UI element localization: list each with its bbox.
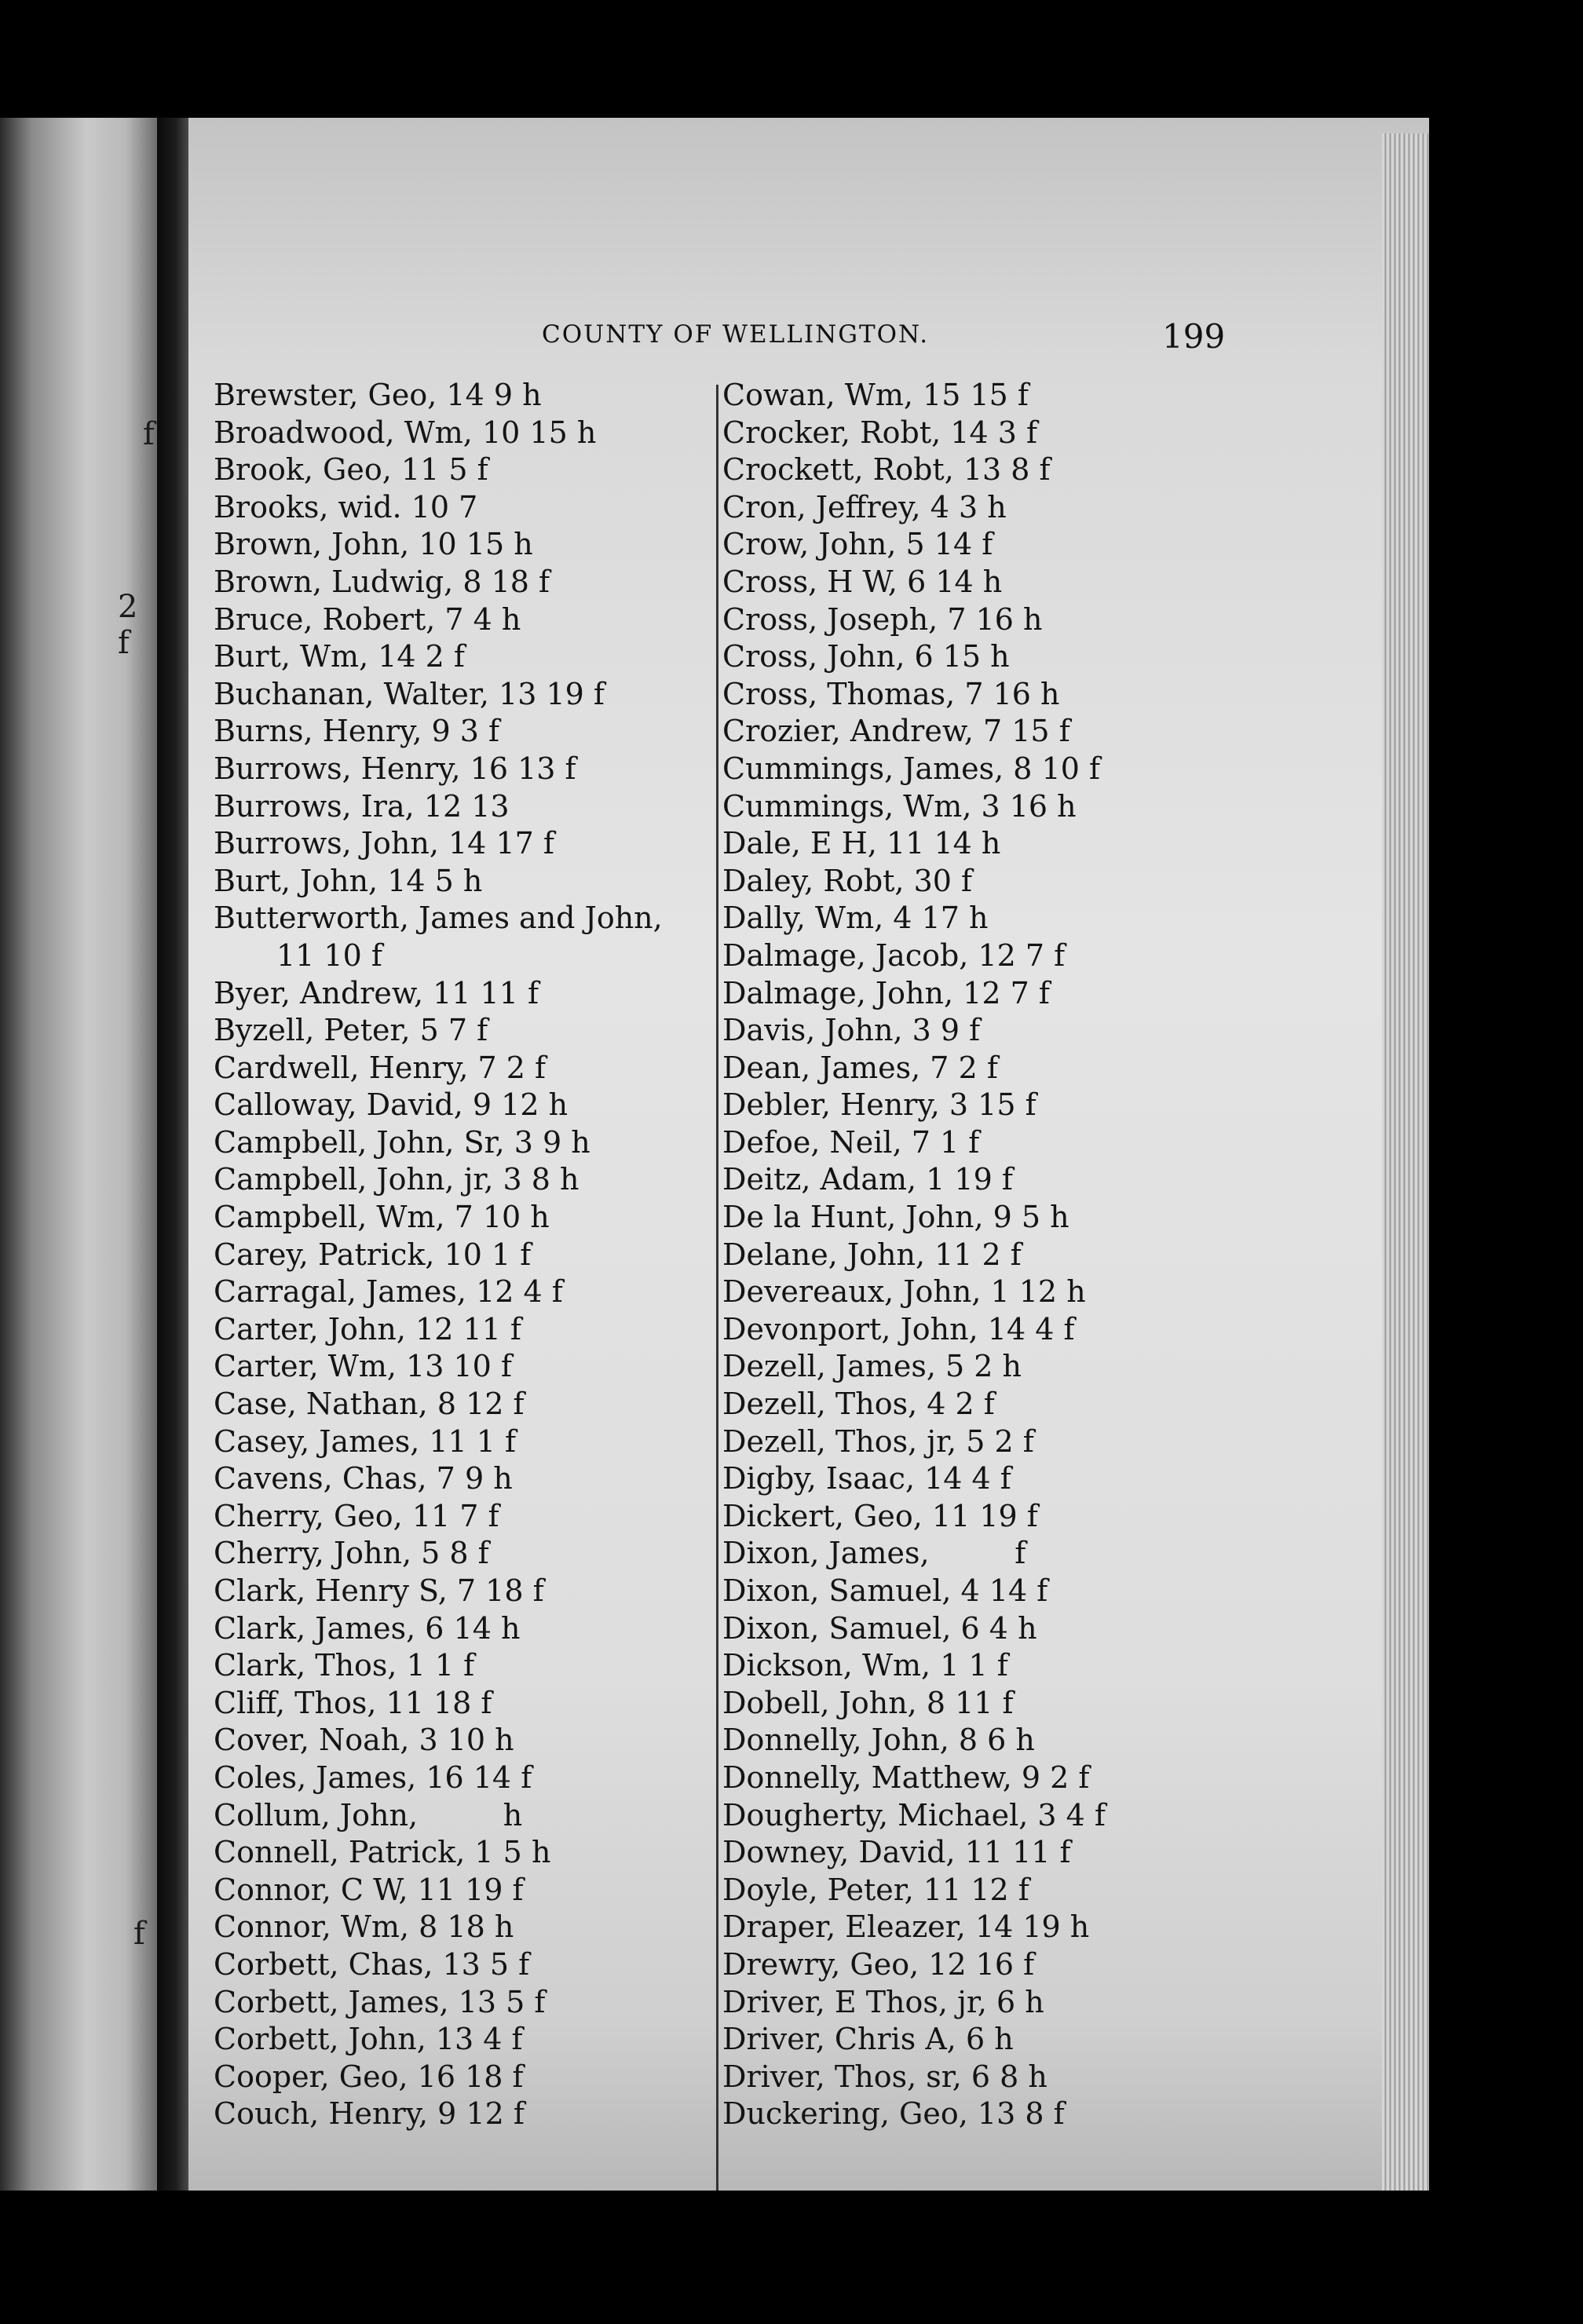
directory-entry: Dobell, John, 8 11 f [722, 1685, 1014, 1720]
directory-entry: Carragal, James, 12 4 f [214, 1274, 563, 1310]
directory-entry: Campbell, Wm, 7 10 h [214, 1200, 550, 1235]
directory-entry: Connor, Wm, 8 18 h [214, 1909, 514, 1945]
book-spine [157, 118, 188, 2191]
directory-entry: Cavens, Chas, 7 9 h [214, 1461, 513, 1496]
directory-entry: Burrows, Henry, 16 13 f [214, 751, 576, 786]
directory-entry: Campbell, John, Sr, 3 9 h [214, 1124, 590, 1160]
directory-entry: Brown, Ludwig, 8 18 f [214, 564, 550, 599]
directory-entry: Clark, James, 6 14 h [214, 1610, 521, 1646]
directory-entry: Brown, John, 10 15 h [214, 527, 533, 562]
facing-page-fragment: 2 f [118, 589, 138, 661]
right-column [722, 377, 1303, 2133]
directory-entry: Burrows, John, 14 17 f [214, 826, 554, 861]
page-number: 199 [1162, 317, 1226, 356]
directory-entry: Devonport, John, 14 4 f [722, 1311, 1075, 1347]
directory-entry: Connor, C W, 11 19 f [214, 1872, 524, 1907]
directory-entry: Dalmage, John, 12 7 f [722, 975, 1050, 1010]
directory-entry: Draper, Eleazer, 14 19 h [722, 1909, 1090, 1945]
directory-entry: Davis, John, 3 9 f [722, 1013, 981, 1048]
directory-entry: Campbell, John, jr, 3 8 h [214, 1162, 579, 1197]
directory-entry: Connell, Patrick, 1 5 h [214, 1835, 551, 1870]
directory-entry: Dixon, James, f [722, 1536, 1026, 1571]
directory-entry: Dale, E H, 11 14 h [722, 826, 1001, 861]
directory-entry: Crozier, Andrew, 7 15 f [722, 714, 1070, 749]
facing-page-fragment: f [133, 1916, 145, 1952]
directory-entry: Driver, Thos, sr, 6 8 h [722, 2059, 1047, 2094]
directory-entry: Cooper, Geo, 16 18 f [214, 2059, 524, 2094]
directory-entry: Cross, John, 6 15 h [722, 639, 1010, 674]
directory-entry: Dougherty, Michael, 3 4 f [722, 1797, 1106, 1833]
directory-entry: Defoe, Neil, 7 1 f [722, 1124, 980, 1160]
directory-entry: De la Hunt, John, 9 5 h [722, 1200, 1069, 1235]
directory-entry: Byer, Andrew, 11 11 f [214, 975, 539, 1010]
directory-page [188, 118, 1429, 2191]
directory-entry: Cron, Jeffrey, 4 3 h [722, 489, 1007, 524]
directory-entry: Cover, Noah, 3 10 h [214, 1723, 514, 1758]
directory-entry: Carey, Patrick, 10 1 f [214, 1237, 532, 1272]
directory-entry: Carter, John, 12 11 f [214, 1311, 521, 1347]
directory-entry: Donnelly, John, 8 6 h [722, 1723, 1035, 1758]
directory-entry: Devereaux, John, 1 12 h [722, 1274, 1086, 1310]
directory-entry: Delane, John, 11 2 f [722, 1237, 1022, 1272]
directory-entry: Crockett, Robt, 13 8 f [722, 452, 1051, 488]
directory-entry: Broadwood, Wm, 10 15 h [214, 415, 597, 450]
directory-entry: Couch, Henry, 9 12 f [214, 2096, 525, 2132]
directory-entry: Cummings, Wm, 3 16 h [722, 788, 1077, 824]
column-divider [716, 385, 718, 2191]
continuation-text: 11 10 f [276, 937, 382, 973]
left-column [214, 377, 716, 2133]
directory-entry: Butterworth, James and John, [214, 901, 663, 936]
directory-entry: Dezell, Thos, 4 2 f [722, 1387, 995, 1422]
directory-entry: Corbett, James, 13 5 f [214, 1984, 546, 2019]
directory-entry: Cross, H W, 6 14 h [722, 564, 1003, 599]
directory-entry: Dezell, James, 5 2 h [722, 1349, 1022, 1384]
directory-entry: Clark, Henry S, 7 18 f [214, 1573, 544, 1608]
directory-entry: Corbett, Chas, 13 5 f [214, 1946, 530, 1982]
directory-entry: Dalmage, Jacob, 12 7 f [722, 937, 1066, 973]
directory-entry: Debler, Henry, 3 15 f [722, 1087, 1036, 1123]
directory-entry: Burns, Henry, 9 3 f [214, 714, 500, 749]
directory-entry: Cliff, Thos, 11 18 f [214, 1685, 492, 1720]
directory-entry: Burt, John, 14 5 h [214, 863, 483, 898]
directory-entry: Clark, Thos, 1 1 f [214, 1648, 475, 1683]
directory-entry: Cowan, Wm, 15 15 f [722, 378, 1029, 412]
facing-page-edge [0, 118, 157, 2191]
directory-entry: Cross, Thomas, 7 16 h [722, 676, 1060, 711]
directory-entry: Cummings, James, 8 10 f [722, 751, 1101, 786]
directory-entry: Crocker, Robt, 14 3 f [722, 415, 1038, 450]
directory-entry: Brook, Geo, 11 5 f [214, 452, 488, 488]
directory-entry: Dezell, Thos, jr, 5 2 f [722, 1423, 1034, 1459]
page-title: COUNTY OF WELLINGTON. [542, 320, 930, 349]
directory-entry: Burrows, Ira, 12 13 [214, 788, 510, 824]
directory-entry: Donnelly, Matthew, 9 2 f [722, 1759, 1090, 1795]
directory-entry: Driver, Chris A, 6 h [722, 2022, 1014, 2057]
directory-entry: Dickert, Geo, 11 19 f [722, 1498, 1038, 1533]
directory-entry: Daley, Robt, 30 f [722, 863, 973, 898]
directory-entry: Dickson, Wm, 1 1 f [722, 1648, 1008, 1683]
directory-entry: Drewry, Geo, 12 16 f [722, 1946, 1035, 1982]
directory-entry: Brewster, Geo, 14 9 h [214, 378, 542, 412]
directory-entry: Corbett, John, 13 4 f [214, 2022, 523, 2057]
directory-entry: Carter, Wm, 13 10 f [214, 1349, 512, 1384]
directory-entry: Dixon, Samuel, 4 14 f [722, 1573, 1048, 1608]
directory-entry: Cross, Joseph, 7 16 h [722, 601, 1043, 637]
directory-entry-continuation [214, 937, 716, 975]
directory-entry: Burt, Wm, 14 2 f [214, 639, 465, 674]
directory-entry: Driver, E Thos, jr, 6 h [722, 1984, 1044, 2019]
directory-entry: Coles, James, 16 14 f [214, 1759, 532, 1795]
directory-entry: Brooks, wid. 10 7 [214, 489, 478, 524]
directory-entry: Cherry, John, 5 8 f [214, 1536, 489, 1571]
directory-entry: Cherry, Geo, 11 7 f [214, 1498, 499, 1533]
directory-entry: Casey, James, 11 1 f [214, 1423, 517, 1459]
directory-entry: Digby, Isaac, 14 4 f [722, 1461, 1011, 1496]
directory-entry: Byzell, Peter, 5 7 f [214, 1013, 488, 1048]
directory-entry: Dally, Wm, 4 17 h [722, 901, 989, 936]
directory-entry: Dixon, Samuel, 6 4 h [722, 1610, 1037, 1646]
directory-entry: Dean, James, 7 2 f [722, 1050, 998, 1085]
directory-entry: Collum, John, h [214, 1797, 523, 1833]
directory-entry: Downey, David, 11 11 f [722, 1835, 1071, 1870]
directory-entry: Deitz, Adam, 1 19 f [722, 1162, 1013, 1197]
facing-page-fragment: f [143, 416, 155, 452]
directory-entry: Crow, John, 5 14 f [722, 527, 993, 562]
directory-entry: Doyle, Peter, 11 12 f [722, 1872, 1029, 1907]
directory-entry: Duckering, Geo, 13 8 f [722, 2096, 1065, 2132]
directory-entry: Bruce, Robert, 7 4 h [214, 601, 521, 637]
directory-entry: Calloway, David, 9 12 h [214, 1087, 568, 1123]
directory-entry: Cardwell, Henry, 7 2 f [214, 1050, 547, 1085]
page-edges [1382, 133, 1429, 2191]
directory-entry: Case, Nathan, 8 12 f [214, 1387, 525, 1422]
directory-entry: Buchanan, Walter, 13 19 f [214, 676, 605, 711]
